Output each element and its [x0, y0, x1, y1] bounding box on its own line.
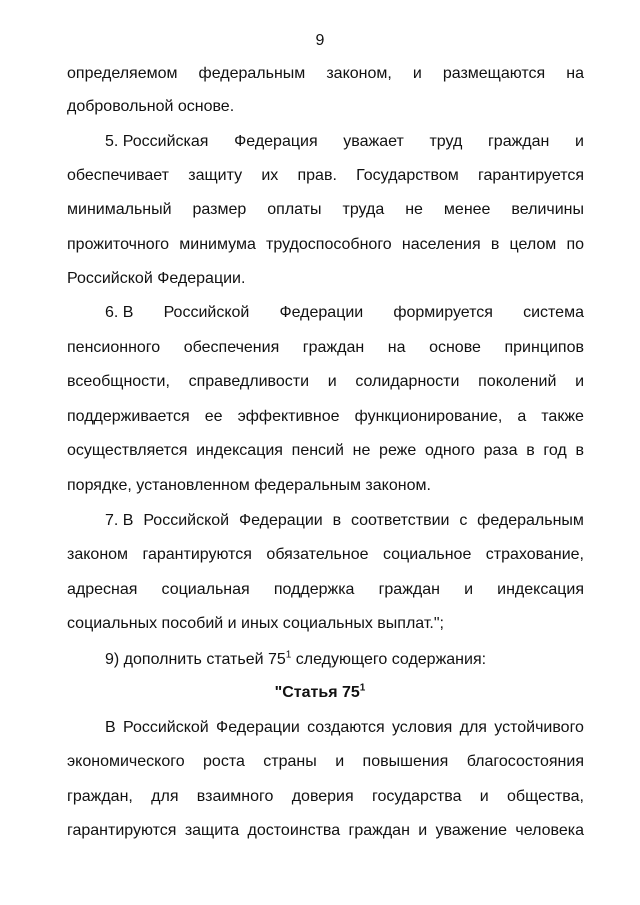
word: поддерживается — [67, 408, 190, 425]
word: законом — [67, 546, 129, 563]
text-line — [67, 200, 584, 220]
word: 6. В — [105, 304, 134, 321]
text-line — [67, 97, 584, 117]
word: эффективное — [237, 408, 340, 425]
word: основе — [429, 339, 481, 356]
word: ее — [204, 408, 223, 425]
word: функционирование, — [354, 408, 503, 425]
word: минимума — [179, 236, 256, 253]
word: раза — [483, 442, 518, 459]
word: Российской Федерации. — [67, 270, 246, 287]
word: страны — [263, 753, 317, 770]
word: поколений — [478, 373, 557, 390]
word: определяемом — [67, 65, 178, 82]
word: солидарности — [355, 373, 460, 390]
word: и — [479, 788, 489, 805]
word: величины — [511, 201, 584, 218]
word: гарантируется — [478, 167, 584, 184]
word: добровольной основе. — [67, 98, 235, 115]
word: не — [352, 442, 371, 459]
item-9-line — [105, 650, 584, 670]
text-line — [67, 338, 584, 358]
word: государства — [371, 788, 462, 805]
text-line — [105, 718, 584, 738]
word: 5. Российская — [105, 133, 209, 150]
word: обязательное — [266, 546, 369, 563]
word: граждан — [302, 339, 365, 356]
word: уважение — [435, 822, 508, 839]
word: социальное — [382, 546, 472, 563]
word: Российской — [163, 304, 250, 321]
word: и — [412, 65, 422, 82]
text-line — [67, 787, 584, 807]
word: гарантируются — [67, 822, 177, 839]
word: В — [105, 719, 116, 736]
word: в — [332, 512, 342, 529]
word: и — [418, 822, 428, 839]
word: Российской — [122, 719, 209, 736]
word: принципов — [504, 339, 584, 356]
word: справедливости — [188, 373, 309, 390]
word: по — [566, 236, 584, 253]
word: осуществляется — [67, 442, 188, 459]
word: для — [151, 788, 179, 805]
word: 7. В — [105, 512, 134, 529]
text-line — [105, 511, 584, 531]
word: на — [387, 339, 406, 356]
word: человека — [515, 822, 584, 839]
text-line — [67, 64, 584, 84]
text-line — [67, 752, 584, 772]
article-heading-text: "Статья 75 — [274, 684, 360, 701]
word: федеральным — [477, 512, 584, 529]
text-line — [67, 821, 584, 841]
word: защиту — [188, 167, 243, 184]
word: взаимного — [196, 788, 274, 805]
word: и — [327, 373, 337, 390]
page-number: 9 — [315, 32, 325, 49]
word: страхование, — [485, 546, 584, 563]
word: условия — [391, 719, 453, 736]
word: с — [459, 512, 468, 529]
word: Государством — [356, 167, 459, 184]
word: порядке, установленном федеральным законом. — [67, 477, 431, 494]
word: пенсий — [291, 442, 344, 459]
word: формируется — [393, 304, 493, 321]
word: законом, — [326, 65, 392, 82]
word: адресная — [67, 581, 138, 598]
word: обеспечения — [183, 339, 280, 356]
word: в — [575, 442, 584, 459]
word: обеспечивает — [67, 167, 169, 184]
word: экономического — [67, 753, 185, 770]
word: Федерации — [216, 719, 300, 736]
word: защита — [184, 822, 240, 839]
word: размещаются — [442, 65, 546, 82]
text-line — [67, 441, 584, 461]
word: гарантируются — [142, 546, 252, 563]
word: и — [464, 581, 474, 598]
word: система — [523, 304, 584, 321]
word: Федерации — [238, 512, 323, 529]
word: не — [405, 201, 423, 218]
word: и — [575, 373, 584, 390]
text-line — [67, 269, 584, 289]
word: реже — [379, 442, 417, 459]
word: граждан — [378, 581, 440, 598]
text-line — [67, 476, 584, 496]
word: а — [517, 408, 527, 425]
word: и — [575, 133, 584, 150]
article-heading-superscript: 1 — [359, 682, 366, 694]
word: целом — [509, 236, 557, 253]
word: трудоспособного — [266, 236, 392, 253]
word: устойчивого — [494, 719, 584, 736]
word: менее — [443, 201, 491, 218]
word: поддержка — [273, 581, 355, 598]
word: социальная — [161, 581, 250, 598]
word: граждан — [487, 133, 550, 150]
word: всеобщности, — [67, 373, 170, 390]
word: размер — [192, 201, 247, 218]
word: на — [566, 65, 584, 82]
text-line — [67, 235, 584, 255]
word: труда — [342, 201, 385, 218]
word: уважает — [343, 133, 404, 150]
word: общества, — [507, 788, 584, 805]
word: достоинства — [247, 822, 341, 839]
word: пенсионного — [67, 339, 161, 356]
text-line — [105, 132, 584, 152]
text-line — [105, 303, 584, 323]
text-line — [67, 614, 584, 634]
word: граждан, — [67, 788, 133, 805]
text-line — [67, 166, 584, 186]
word: федеральным — [198, 65, 306, 82]
text-line — [67, 580, 584, 600]
word: прожиточного — [67, 236, 170, 253]
word: повышения — [362, 753, 449, 770]
word: соответствии — [350, 512, 450, 529]
word: роста — [203, 753, 245, 770]
word: минимальный — [67, 201, 172, 218]
word: в — [526, 442, 535, 459]
item-9-text-after: следующего содержания: — [291, 651, 487, 668]
article-heading — [0, 683, 640, 703]
word: индексация — [196, 442, 283, 459]
word: доверия — [291, 788, 354, 805]
word: социальных пособий и иных социальных выплат."; — [67, 615, 444, 632]
word: прав. — [297, 167, 337, 184]
word: их — [261, 167, 279, 184]
word: благосостояния — [466, 753, 584, 770]
word: для — [459, 719, 487, 736]
word: год — [543, 442, 567, 459]
word: Российской — [143, 512, 230, 529]
text-line — [67, 372, 584, 392]
word: также — [541, 408, 584, 425]
text-line — [67, 407, 584, 427]
word: индексация — [497, 581, 584, 598]
word: и — [335, 753, 345, 770]
word: труд — [429, 133, 463, 150]
word: в — [490, 236, 500, 253]
word: граждан — [348, 822, 410, 839]
word: оплаты — [267, 201, 322, 218]
word: создаются — [307, 719, 385, 736]
item-9-text-before: 9) дополнить статьей 75 — [105, 651, 286, 668]
word: населения — [401, 236, 481, 253]
text-line — [67, 545, 584, 565]
word: Федерации — [279, 304, 364, 321]
word: одного — [424, 442, 475, 459]
item-9-superscript: 1 — [285, 649, 292, 661]
word: Федерация — [234, 133, 318, 150]
